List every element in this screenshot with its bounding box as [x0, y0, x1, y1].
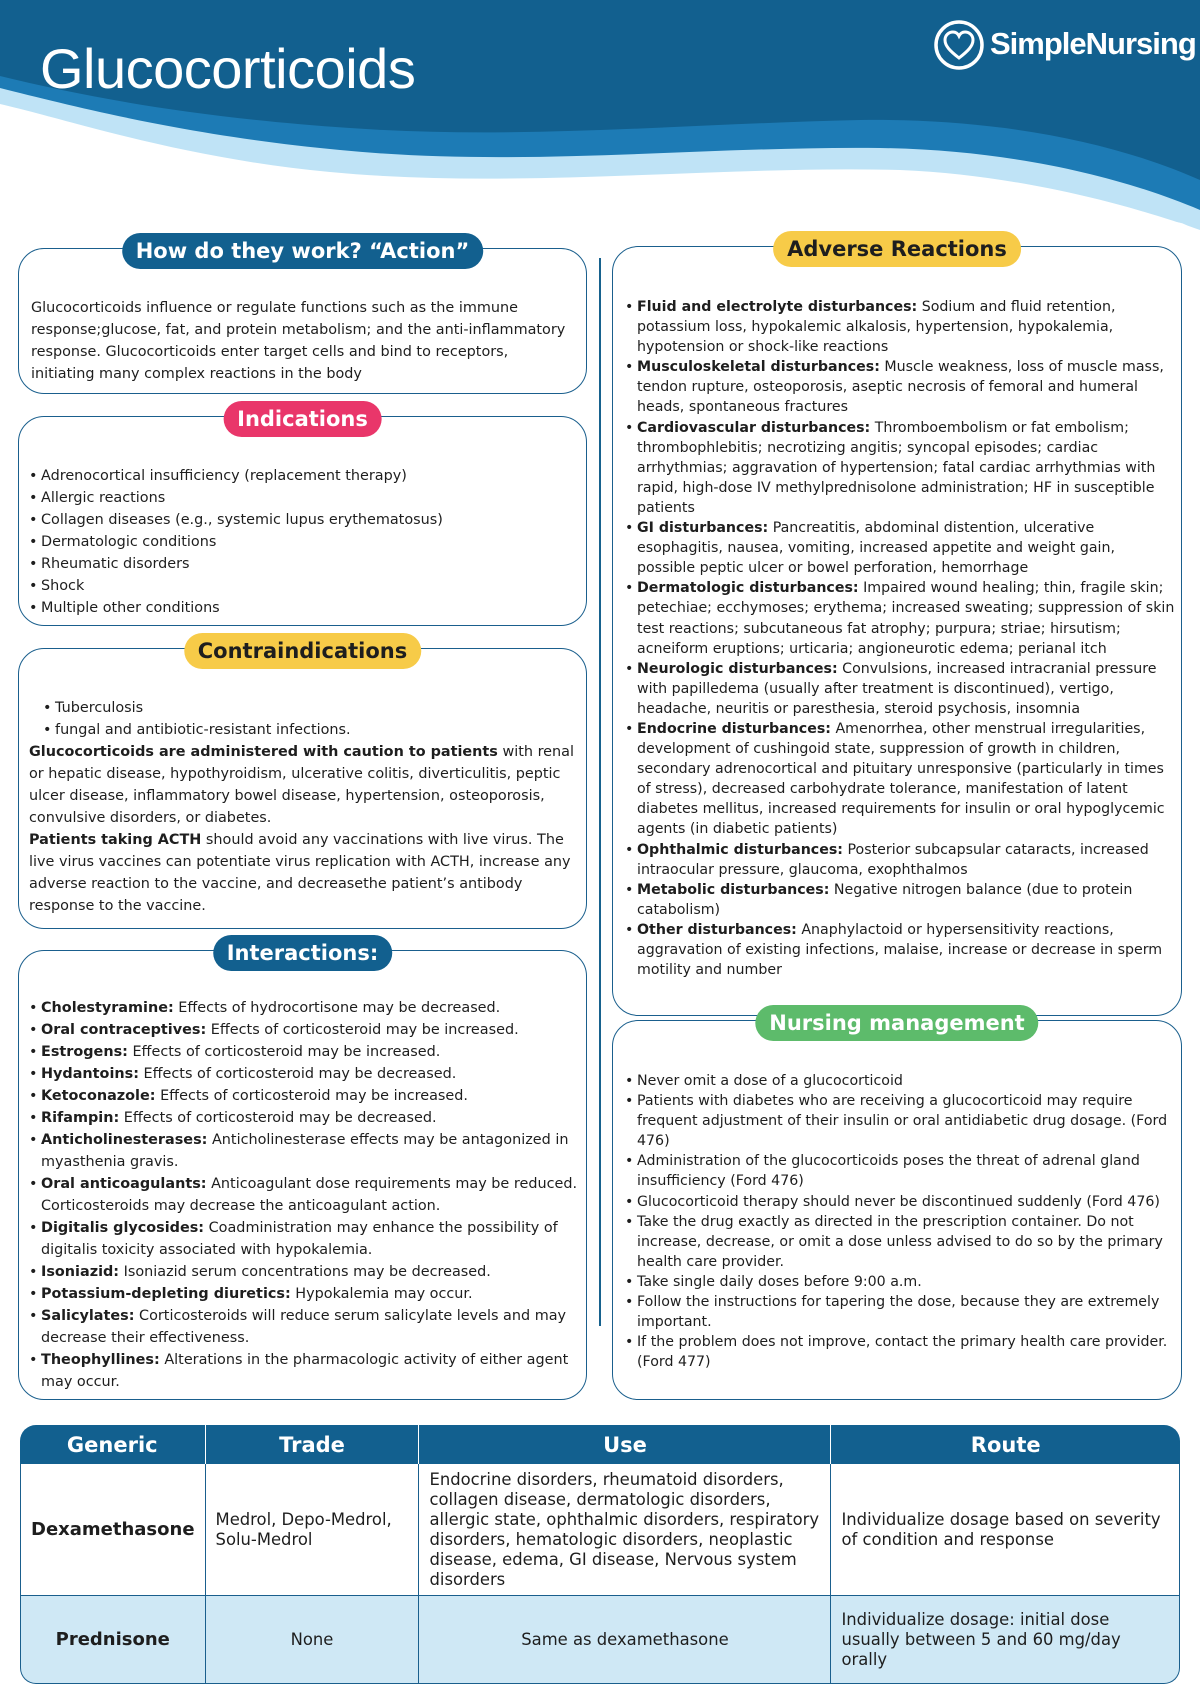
category-effects: Amenorrhea, other menstrual irregularities, development of cushingoid state, suppression of growth in children, secondary adrenocortical and pituitary unresponsive (particularly in times of stress), decreased carbohydrate tolerance, manifestation of latent diabetes mellitus, increased requirements for insulin or oral hypoglycemic agents (in diabetic patients) — [637, 720, 1165, 838]
adverse-reactions-section — [612, 237, 1182, 1016]
drug-effect: Isoniazid serum concentrations may be decreased. — [119, 1264, 491, 1280]
cell-route: Individualize dosage: initial dose usually between 5 and 60 mg/day orally — [831, 1596, 1180, 1684]
list-item — [29, 1261, 579, 1283]
cell-route: Individualize dosage based on severity of condition and response — [831, 1464, 1180, 1596]
list-item — [29, 1173, 579, 1217]
cell-trade: Medrol, Depo-Medrol, Solu-Medrol — [206, 1464, 420, 1596]
list-item: • If the problem does not improve, contact the primary health care provider. (Ford 477) — [625, 1332, 1177, 1372]
category-effects: Negative nitrogen balance (due to protein catabolism) — [637, 881, 1133, 918]
drug-effect: Effects of corticosteroid may be decreased. — [119, 1110, 437, 1126]
drug-name: Rifampin: — [41, 1110, 120, 1126]
caution-lead: Glucocorticoids are administered with caution to patients — [29, 744, 498, 760]
category-name: Ophthalmic disturbances: — [637, 841, 843, 858]
list-item — [29, 1305, 579, 1349]
list-item: • fungal and antibiotic-resistant infections. — [43, 719, 573, 741]
list-item: • Allergic reactions — [29, 487, 574, 509]
brand-name: SimpleNursing — [990, 26, 1196, 61]
acth-paragraph — [29, 829, 579, 917]
drug-effect: Anticholinesterase effects may be antagonized in myasthenia gravis. — [41, 1132, 569, 1170]
list-item: • Multiple other conditions — [29, 597, 574, 619]
list-item — [29, 1217, 579, 1261]
list-item — [29, 1085, 579, 1107]
cell-use: Same as dexamethasone — [419, 1596, 831, 1684]
list-item: • Follow the instructions for tapering the dose, because they are extremely important. — [625, 1292, 1177, 1332]
drug-name: Digitalis glycosides: — [41, 1220, 205, 1236]
category-effects: Anaphylactoid or hypersensitivity reactions, aggravation of existing infections, malaise, increase or decrease in sperm motility and number — [637, 921, 1163, 979]
drug-effect: Effects of corticosteroid may be increased. — [127, 1044, 441, 1060]
drug-name: Salicylates: — [41, 1308, 135, 1324]
column-header-generic: Generic — [20, 1425, 206, 1464]
list-item: • Rheumatic disorders — [29, 553, 574, 575]
drug-effect: Effects of corticosteroid may be increased. — [155, 1088, 468, 1104]
header-banner — [0, 0, 1200, 250]
action-text: Glucocorticoids influence or regulate functions such as the immune response;glucose, fat, and protein metabolism; and the anti-inflammatory response. Glucocorticoids enter target cells and bind to receptors, initiating many complex reactions in the body — [31, 300, 566, 382]
category-effects: Muscle weakness, loss of muscle mass, tendon rupture, osteoporosis, aseptic necrosis of femoral and humeral heads, spontaneous fractures — [637, 359, 1164, 416]
adverse-reactions-list — [625, 297, 1177, 980]
drug-effect: Alterations in the pharmacologic activity of either agent may occur. — [41, 1352, 569, 1390]
drug-name: Potassium-depleting diuretics: — [41, 1286, 291, 1302]
drug-name: Oral anticoagulants: — [41, 1176, 207, 1192]
page-title: Glucocorticoids — [40, 37, 416, 100]
drug-effect: Effects of corticosteroid may be increased. — [206, 1022, 519, 1038]
category-name: Musculoskeletal disturbances: — [637, 359, 880, 376]
indications-section — [18, 407, 587, 626]
cell-generic: Prednisone — [20, 1596, 206, 1684]
category-name: Endocrine disturbances: — [637, 720, 831, 737]
nursing-management-heading: Nursing management — [755, 1005, 1038, 1041]
cell-trade: None — [206, 1596, 420, 1684]
list-item — [29, 1041, 579, 1063]
category-effects: Thromboembolism or fat embolism; thrombophlebitis; necrotizing angitis; syncopal episodes; cardiac arrhythmias; aggravation of hypertension; fatal cardiac arrhythmias with rapid, high-dose IV methylprednisolone administration; HF in susceptible patients — [637, 419, 1156, 516]
adverse-reactions-heading: Adverse Reactions — [773, 231, 1021, 267]
category-name: Neurologic disturbances: — [637, 660, 838, 677]
list-item — [625, 659, 1177, 719]
drug-effect: Effects of corticosteroid may be decreased. — [138, 1066, 457, 1082]
category-effects: Pancreatitis, abdominal distention, ulcerative esophagitis, nausea, vomiting, increased appetite and weight gain, possible peptic ulcer or bowel perforation, hemorrhage — [637, 520, 1115, 577]
drug-name: Theophyllines: — [41, 1352, 160, 1368]
list-item — [29, 1349, 579, 1393]
list-item — [29, 1063, 579, 1085]
list-item — [625, 920, 1177, 980]
list-item: • Dermatologic conditions — [29, 531, 574, 553]
nursing-management-section — [612, 1011, 1182, 1400]
table-header-row — [20, 1425, 1180, 1464]
action-section — [18, 239, 587, 394]
interactions-section — [18, 941, 587, 1400]
category-name: Other disturbances: — [637, 921, 797, 938]
acth-body: should avoid any vaccinations with live virus. The live virus vaccines can potentiate virus replication with ACTH, increase any adverse reaction to the vaccine, and decreasethe patient’s antibody response to the vaccine. — [29, 832, 571, 914]
column-header-trade: Trade — [206, 1425, 420, 1464]
category-effects: Sodium and fluid retention, potassium loss, hypokalemic alkalosis, hypertension, hypokalemia, hypotension or shock-like reactions — [637, 299, 1116, 356]
table-row — [20, 1596, 1180, 1684]
caution-paragraph — [29, 741, 579, 829]
interactions-list — [29, 997, 579, 1393]
list-item — [29, 997, 579, 1019]
list-item — [625, 719, 1177, 840]
interactions-heading: Interactions: — [213, 935, 393, 971]
category-effects: Convulsions, increased intracranial pressure with papilledema (usually after treatment is discontinued), vertigo, headache, neuritis or paresthesia, steroid psychosis, insomnia — [637, 660, 1157, 717]
category-name: Dermatologic disturbances: — [637, 580, 859, 597]
list-item — [29, 1283, 579, 1305]
stethoscope-heart-icon — [932, 18, 986, 72]
drug-effect: Effects of hydrocortisone may be decreased. — [173, 1000, 501, 1016]
list-item — [625, 578, 1177, 658]
list-item: • Never omit a dose of a glucocorticoid — [625, 1071, 1177, 1091]
contraindications-section — [18, 639, 587, 929]
action-heading: How do they work? “Action” — [122, 233, 484, 269]
list-item: • Tuberculosis — [43, 697, 573, 719]
column-header-route: Route — [831, 1425, 1180, 1464]
list-item — [625, 840, 1177, 880]
table-row — [20, 1464, 1180, 1596]
list-item — [625, 418, 1177, 518]
brand-logo — [932, 18, 1196, 74]
drug-name: Cholestyramine: — [41, 1000, 174, 1016]
contraindications-list — [43, 697, 573, 741]
cell-generic: Dexamethasone — [20, 1464, 206, 1596]
column-header-use: Use — [419, 1425, 831, 1464]
drug-name: Ketoconazole: — [41, 1088, 156, 1104]
list-item — [625, 880, 1177, 920]
list-item — [625, 297, 1177, 357]
list-item: • Adrenocortical insufficiency (replacement therapy) — [29, 465, 574, 487]
cell-use: Endocrine disorders, rheumatoid disorders, collagen disease, dermatologic disorders, allergic state, ophthalmic disorders, respiratory disorders, hematologic disorders, neoplastic disease, edema, GI disease, Nervous system disorders — [419, 1464, 831, 1596]
drug-effect: Coadministration may enhance the possibility of digitalis toxicity associated with hypokalemia. — [41, 1220, 558, 1258]
list-item: • Patients with diabetes who are receiving a glucocorticoid may require frequent adjustment of their insulin or oral antidiabetic drug dosage. (Ford 476) — [625, 1091, 1177, 1151]
list-item — [625, 518, 1177, 578]
drug-name: Isoniazid: — [41, 1264, 120, 1280]
drug-name: Anticholinesterases: — [41, 1132, 208, 1148]
list-item: • Shock — [29, 575, 574, 597]
category-name: Cardiovascular disturbances: — [637, 419, 871, 436]
drug-effect: Anticoagulant dose requirements may be reduced. Corticosteroids may decrease the anticoagulant action. — [41, 1176, 578, 1214]
nursing-management-list — [625, 1071, 1177, 1372]
column-divider — [599, 258, 601, 1326]
drug-effect: Hypokalemia may occur. — [290, 1286, 473, 1302]
list-item — [29, 1129, 579, 1173]
category-effects: Impaired wound healing; thin, fragile skin; petechiae; ecchymoses; erythema; increased sweating; suppression of skin test reactions; subcutaneous fat atrophy; purpura; striae; hirsutism; acneiform eruptions; urticaria; angioneurotic edema; perianal itch — [637, 580, 1175, 657]
list-item: • Take single daily doses before 9:00 a.m. — [625, 1272, 1177, 1292]
contraindications-heading: Contraindications — [184, 633, 421, 669]
drug-name: Estrogens: — [41, 1044, 128, 1060]
indications-list — [29, 465, 574, 619]
list-item: • Take the drug exactly as directed in the prescription container. Do not increase, decrease, or omit a dose unless advised to do so by the primary health care provider. — [625, 1212, 1177, 1272]
category-name: Metabolic disturbances: — [637, 881, 830, 898]
drug-name: Oral contraceptives: — [41, 1022, 207, 1038]
list-item — [625, 357, 1177, 417]
caution-body: with renal or hepatic disease, hypothyroidism, ulcerative colitis, diverticulitis, peptic ulcer disease, inflammatory bowel disease, hypertension, osteoporosis, convulsive disorders, or diabetes. — [29, 744, 574, 826]
indications-heading: Indications — [223, 401, 382, 437]
list-item — [29, 1107, 579, 1129]
category-name: GI disturbances: — [637, 520, 769, 537]
category-effects: Posterior subcapsular cataracts, increased intraocular pressure, glaucoma, exophthalmos — [637, 841, 1149, 878]
list-item: • Collagen diseases (e.g., systemic lupus erythematosus) — [29, 509, 574, 531]
category-name: Fluid and electrolyte disturbances: — [637, 299, 918, 315]
list-item: • Administration of the glucocorticoids poses the threat of adrenal gland insufficiency (Ford 476) — [625, 1151, 1177, 1191]
list-item — [29, 1019, 579, 1041]
list-item: • Glucocorticoid therapy should never be discontinued suddenly (Ford 476) — [625, 1192, 1177, 1212]
drug-name: Hydantoins: — [41, 1066, 139, 1082]
drug-table — [20, 1425, 1180, 1684]
drug-effect: Corticosteroids will reduce serum salicylate levels and may decrease their effectiveness. — [41, 1308, 567, 1346]
acth-lead: Patients taking ACTH — [29, 832, 202, 848]
